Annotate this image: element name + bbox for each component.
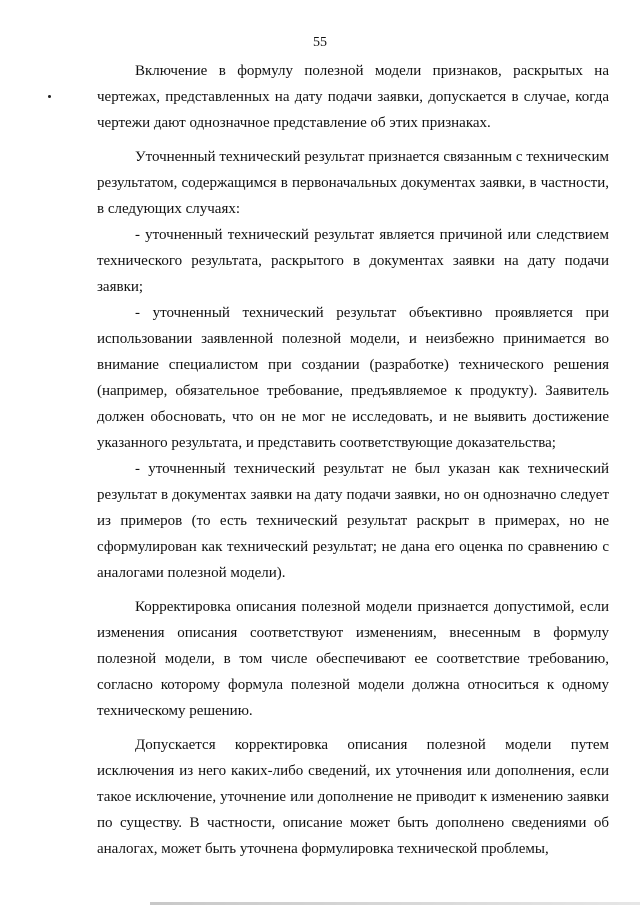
paragraph-refined-result-intro: Уточненный технический результат признается связанным с техническим результатом, содержащимся в первоначальных документах заявки, в частности, в следующих случаях: [97,149,609,217]
paragraph-description-correction: Корректировка описания полезной модели признается допустимой, если изменения описания соответствуют изменениям, внесенным в формулу полезной модели, в том числе обеспечивают ее соответствие требованию, согласно которому формула полезной модели должна относиться к одному техническому решению. [97,599,609,719]
list-item-objectively-manifested: - уточненный технический результат объективно проявляется при использовании заявленной полезной модели, и неизбежно принимается во внимание специалистом при создании (разработке) технического решения (например, обязательное требование, предъявляемое к продукту). Заявитель должен обосновать, что он не мог не исследовать, и не выявить достижение указанного результата, и представить соответствующие доказательства; [97,305,609,451]
list-item-cause-or-consequence: - уточненный технический результат является причиной или следствием технического результата, раскрытого в документах заявки на дату подачи заявки; [97,227,609,295]
document-body [97,58,609,862]
page-number: 55 [313,35,327,50]
paragraph-drawing-features: Включение в формулу полезной модели признаков, раскрытых на чертежах, представленных на дату подачи заявки, допускается в случае, когда чертежи дают однозначное представление об этих признаках. [97,63,609,131]
paragraph-correction-allowed: Допускается корректировка описания полезной модели путем исключения из него каких-либо сведений, их уточнения или дополнения, если такое исключение, уточнение или дополнение не приводит к изменению заявки по существу. В частности, описание может быть дополнено сведениями об аналогах, может быть уточнена формулировка технической проблемы, [97,737,609,857]
list-item-follows-from-examples: - уточненный технический результат не был указан как технический результат в документах заявки на дату подачи заявки, но он однозначно следует из примеров (то есть технический результат раскрыт в примерах, но не сформулирован как технический результат; не дана его оценка по сравнению с аналогами полезной модели). [97,461,609,581]
scan-dot-mark [48,95,51,98]
